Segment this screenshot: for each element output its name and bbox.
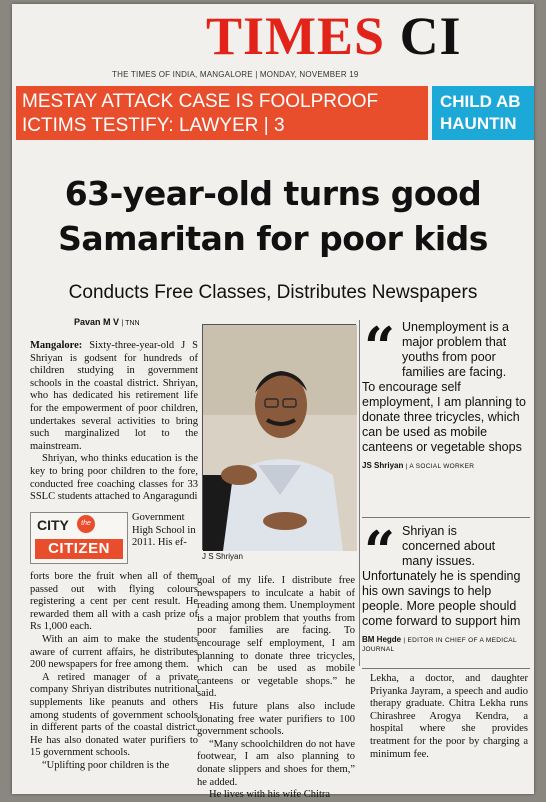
- paragraph-text: Sixty-three-year-old J S Shriyan is godsent for hundreds of children studying in government schools in the coastal district. Shriyan, who has dedicated his retirement life for the empowerment of poor children, undertakes several activities to bring such marginalized lot to the mainstream.: [30, 340, 198, 452]
- paragraph: Shriyan, who thinks education is the key to bring poor children to the fore, conducted free coaching classes for 33 SSLC students attached to Angaragundi: [30, 453, 198, 503]
- photo-caption: J S Shriyan: [202, 552, 243, 561]
- pull-quote-2: [362, 519, 532, 653]
- paragraph: [30, 340, 198, 453]
- teaser-red: [16, 86, 428, 140]
- column-divider: [359, 320, 360, 666]
- quote-mark-icon: “: [364, 315, 396, 379]
- headline-line1: 63-year-old turns good: [64, 174, 482, 213]
- quote-attribution: [362, 635, 532, 653]
- masthead: [194, 4, 534, 66]
- quote-attribution: [362, 461, 532, 470]
- subheadline: Conducts Free Classes, Distributes Newspapers: [68, 282, 478, 303]
- quote-author-role: | A SOCIAL WORKER: [405, 463, 475, 470]
- quote-mark-icon: “: [364, 519, 396, 583]
- quote-line: families are facing.: [402, 365, 507, 379]
- dateline: Mangalore:: [30, 340, 83, 351]
- byline-agency: | TNN: [121, 320, 140, 327]
- quote-line: major problem that: [402, 335, 507, 349]
- byline-name: Pavan M V: [74, 317, 120, 327]
- masthead-title: [206, 6, 462, 66]
- logo-city: CITY: [37, 517, 69, 533]
- portrait-illustration: [203, 325, 357, 551]
- quote-author: BM Hegde: [362, 635, 402, 644]
- quote-divider: [362, 517, 530, 518]
- teaser-blue: [432, 86, 534, 140]
- teaser-red-line1: MESTAY ATTACK CASE IS FOOLPROOF: [22, 91, 379, 112]
- paragraph: forts bore the fruit when all of them passed out with flying colours registering a cent per cent result. He rewarded them all with a cash prize of Rs 1,000 each.: [30, 571, 198, 633]
- article-column-1-cont: [30, 571, 198, 773]
- quote-rest: To encourage self employment, I am planning to donate three tricycles, which can be used as mobile canteens or vegetable shops: [362, 380, 526, 454]
- paragraph: Lekha, a doctor, and daughter Priyanka Jayram, a speech and audio therapy graduate. Chitra Lekha runs Chirashree Arogya Kendra, a hospital where she provides treatment for the poor by charging a minimum fee.: [370, 673, 528, 760]
- paragraph: goal of my life. I distribute free newspapers to inculcate a habit of reading among them. Unemployment is a major problem that youths from poor families are facing. To encourage self employment, I am planning to donate three tricycles, which can be used as mobile canteens or vegetable shops.” he said.: [197, 575, 355, 700]
- quote-author-role: | EDITOR IN CHIEF OF A MEDICAL JOURNAL: [362, 637, 517, 653]
- paragraph: “Uplifting poor children is the: [42, 759, 170, 771]
- paragraph-wrap-text: Government High School in 2011. His ef-: [132, 512, 196, 549]
- paragraph: His future plans also include donating free water purifiers to 100 government schools.: [197, 700, 355, 738]
- teaser-blue-line2: HAUNTIN: [440, 114, 517, 133]
- article-column-3: [370, 673, 528, 761]
- paragraph: A retired manager of a private company Shriyan distributes nutritional supplements like peanuts and others among students of government schools in different parts of the coastal district. He has also donated water purifiers to 15 government schools.: [30, 671, 198, 759]
- masthead-title-main: TIMES: [206, 6, 400, 66]
- logo-citizen: CITIZEN: [35, 539, 123, 559]
- masthead-title-cut: CI: [399, 6, 462, 66]
- byline: [74, 317, 140, 327]
- teaser-red-line2: ICTIMS TESTIFY: LAWYER | 3: [22, 115, 285, 136]
- newspaper-page: [12, 4, 534, 801]
- quote-line: concerned about: [402, 539, 496, 553]
- pull-quote-1: [362, 315, 532, 470]
- quote-rest: Unfortunately he is spending his own savings to help people. More people should come forward to support him: [362, 569, 521, 628]
- quote-line: many issues.: [402, 554, 475, 568]
- quote-line: youths from poor: [402, 350, 496, 364]
- quote-author: JS Shriyan: [362, 461, 404, 470]
- quote-line: Shriyan is: [402, 524, 457, 538]
- portrait-photo: [202, 324, 356, 550]
- article-column-2: [197, 575, 355, 802]
- masthead-subline: THE TIMES OF INDIA, MANGALORE | MONDAY, NOVEMBER 19: [112, 70, 359, 79]
- quote-line: Unemployment is a: [402, 320, 509, 334]
- teaser-blue-line1: CHILD AB: [440, 92, 521, 111]
- paragraph: With an aim to make the students aware of current affairs, he distributes 200 newspapers for free among them.: [30, 633, 198, 671]
- paragraph: He lives with his wife Chitra: [209, 789, 331, 801]
- headline-line2: Samaritan for poor kids: [58, 219, 488, 258]
- article-column-1: [30, 340, 198, 504]
- paragraph: “Many schoolchildren do not have footwear, I am also planning to donate slippers and shoes for them,” he added.: [197, 738, 355, 788]
- quote-divider: [362, 668, 530, 669]
- logo-the: the: [77, 515, 95, 533]
- city-citizen-logo: [30, 512, 128, 564]
